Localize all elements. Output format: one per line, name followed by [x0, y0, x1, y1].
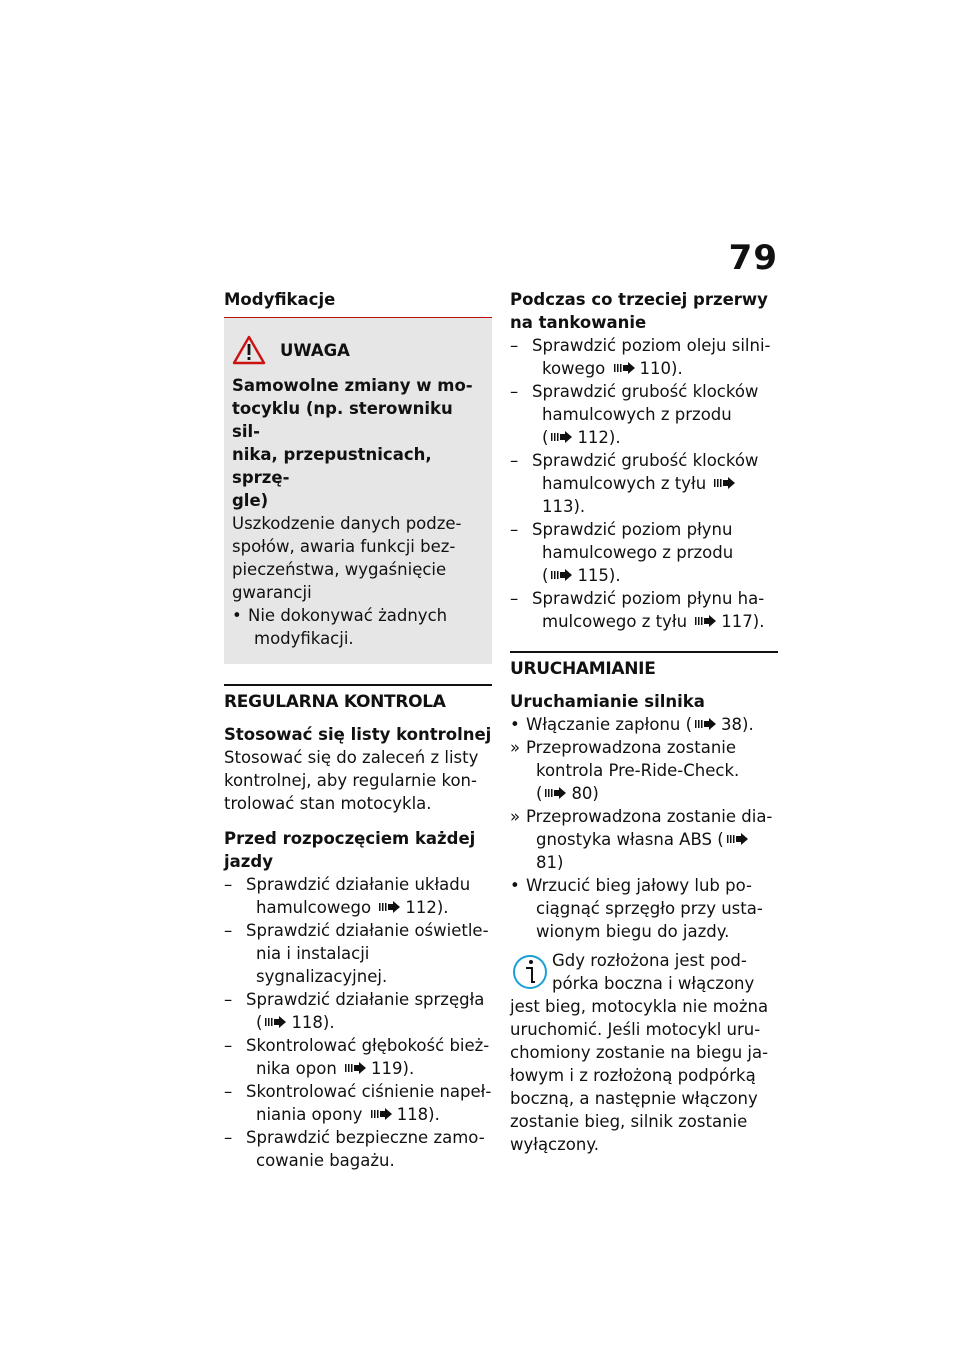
before-ride-title: Przed rozpoczęciem każdej jazdy	[224, 829, 476, 871]
action-line: modyfikacji.	[254, 629, 354, 648]
warning-triangle-icon	[232, 335, 266, 365]
warning-subtitle-line: gle)	[232, 491, 269, 510]
section-title-regular-check: REGULARNA KONTROLA	[224, 684, 492, 713]
dash-marker: –	[510, 451, 519, 470]
checklist-title: Stosować się listy kontrolnej	[224, 725, 492, 744]
warning-body-line: społów, awaria funkcji bez-	[232, 537, 456, 556]
bullet-marker: •	[232, 606, 242, 625]
checklist-text: Stosować się do zaleceń z listy kontrolnej, aby regularnie kon- trolować stan motocykla.	[224, 748, 479, 813]
warning-body	[232, 512, 482, 604]
dash-marker: –	[224, 921, 233, 940]
third-break-title: Podczas co trzeciej przerwy na tankowanie	[510, 290, 768, 332]
page-reference-arrow-icon	[265, 1016, 287, 1028]
dash-marker: –	[224, 875, 233, 894]
engine-start-steps	[510, 713, 778, 943]
info-line: chomiony zostanie na biegu ja-	[510, 1043, 769, 1062]
page-reference[interactable]: 112).	[577, 428, 621, 447]
list-item: – Skontrolować głębokość bież- nika opon 119).	[224, 1036, 490, 1078]
page-reference-arrow-icon	[714, 477, 736, 489]
page-reference[interactable]: 118).	[291, 1013, 335, 1032]
list-item: – Sprawdzić grubość klocków hamulcowych z tyłu 113).	[510, 451, 759, 516]
info-line: pórka boczna i włączony	[552, 974, 755, 993]
list-item: – Sprawdzić bezpieczne zamo- cowanie bagażu.	[224, 1128, 485, 1170]
list-item: – Sprawdzić działanie oświetle- nia i instalacji sygnalizacyjnej.	[224, 921, 489, 986]
result-marker: »	[510, 738, 521, 757]
bullet-marker: •	[510, 876, 520, 895]
dash-marker: –	[224, 1036, 233, 1055]
before-ride-list	[224, 873, 492, 1172]
info-line: łowym i z rozłożoną podpórką	[510, 1066, 756, 1085]
warning-box	[224, 318, 492, 664]
warning-subtitle-line: Samowolne zmiany w mo-	[232, 376, 473, 395]
list-item: – Sprawdzić działanie sprzęgła ( 118).	[224, 990, 485, 1032]
list-item: » Przeprowadzona zostanie kontrola Pre-Ride-Check. ( 80)	[510, 738, 740, 803]
page-reference-arrow-icon	[551, 569, 573, 581]
warning-body-line: gwarancji	[232, 583, 312, 602]
page-reference-arrow-icon	[614, 362, 636, 374]
right-column	[510, 288, 778, 1156]
page-reference-arrow-icon	[695, 718, 717, 730]
bullet-marker: •	[510, 715, 520, 734]
engine-start-title: Uruchamianie silnika	[510, 692, 705, 711]
dash-marker: –	[224, 1128, 233, 1147]
third-break-list	[510, 334, 778, 633]
list-item: • Wrzucić bieg jałowy lub po- ciągnąć sprzęgło przy usta- wionym biegu do jazdy.	[510, 876, 763, 941]
left-column	[224, 288, 492, 1172]
page-reference[interactable]: 38).	[721, 715, 754, 734]
warning-label: UWAGA	[280, 340, 350, 360]
info-line: uruchomić. Jeśli motocykl uru-	[510, 1020, 761, 1039]
list-item	[232, 604, 482, 650]
list-item: • Włączanie zapłonu ( 38).	[510, 715, 754, 734]
page-reference-arrow-icon	[371, 1108, 393, 1120]
list-item: – Sprawdzić poziom oleju silni- kowego 110).	[510, 336, 771, 378]
list-item: – Sprawdzić grubość klocków hamulcowych z przodu ( 112).	[510, 382, 759, 447]
info-line: boczną, a następnie włączony	[510, 1089, 758, 1108]
page-reference-arrow-icon	[545, 787, 567, 799]
warning-subtitle	[232, 374, 482, 512]
modifications-title: Modyfikacje	[224, 288, 492, 318]
page-reference[interactable]: 80)	[571, 784, 599, 803]
warning-header	[232, 330, 482, 370]
page-reference[interactable]: 117).	[721, 612, 765, 631]
dash-marker: –	[224, 990, 233, 1009]
warning-action-list	[232, 604, 482, 650]
page-reference[interactable]: 113).	[542, 497, 586, 516]
dash-marker: –	[510, 336, 519, 355]
list-item: – Sprawdzić poziom płynu hamulcowego z przodu ( 115).	[510, 520, 734, 585]
warning-body-line: pieczeństwa, wygaśnięcie	[232, 560, 447, 579]
page-reference-arrow-icon	[379, 901, 401, 913]
info-line: wyłączony.	[510, 1135, 600, 1154]
list-item: » Przeprowadzona zostanie dia- gnostyka własna ABS (81)	[510, 807, 773, 872]
page-reference[interactable]: 119).	[371, 1059, 415, 1078]
page-reference-arrow-icon	[345, 1062, 367, 1074]
page-reference-arrow-icon	[727, 833, 749, 845]
dash-marker: –	[224, 1082, 233, 1101]
page-reference-arrow-icon	[551, 431, 573, 443]
page-reference[interactable]: 115).	[577, 566, 621, 585]
page-reference-arrow-icon	[695, 615, 717, 627]
dash-marker: –	[510, 382, 519, 401]
info-line: jest bieg, motocykla nie można	[510, 997, 769, 1016]
list-item: – Sprawdzić działanie układu hamulcowego 112).	[224, 875, 471, 917]
warning-subtitle-line: tocyklu (np. sterowniku sil-	[232, 399, 453, 441]
result-marker: »	[510, 807, 521, 826]
dash-marker: –	[510, 520, 519, 539]
info-line: Gdy rozłożona jest pod-	[552, 951, 747, 970]
list-item: – Sprawdzić poziom płynu ha- mulcowego z tyłu 117).	[510, 589, 765, 631]
page-reference[interactable]: 118).	[396, 1105, 440, 1124]
info-line: zostanie bieg, silnik zostanie	[510, 1112, 748, 1131]
info-note	[510, 949, 778, 1156]
page-reference[interactable]: 81)	[536, 853, 564, 872]
page-reference[interactable]: 112).	[405, 898, 449, 917]
section-title-starting: URUCHAMIANIE	[510, 651, 778, 680]
warning-subtitle-line: nika, przepustnicach, sprzę-	[232, 445, 432, 487]
warning-body-line: Uszkodzenie danych podze-	[232, 514, 462, 533]
info-icon	[512, 951, 548, 993]
dash-marker: –	[510, 589, 519, 608]
action-line: Nie dokonywać żadnych	[248, 606, 448, 625]
page-number: 79	[728, 238, 778, 278]
page-reference[interactable]: 110).	[639, 359, 683, 378]
list-item: – Skontrolować ciśnienie napeł- niania opony 118).	[224, 1082, 492, 1124]
